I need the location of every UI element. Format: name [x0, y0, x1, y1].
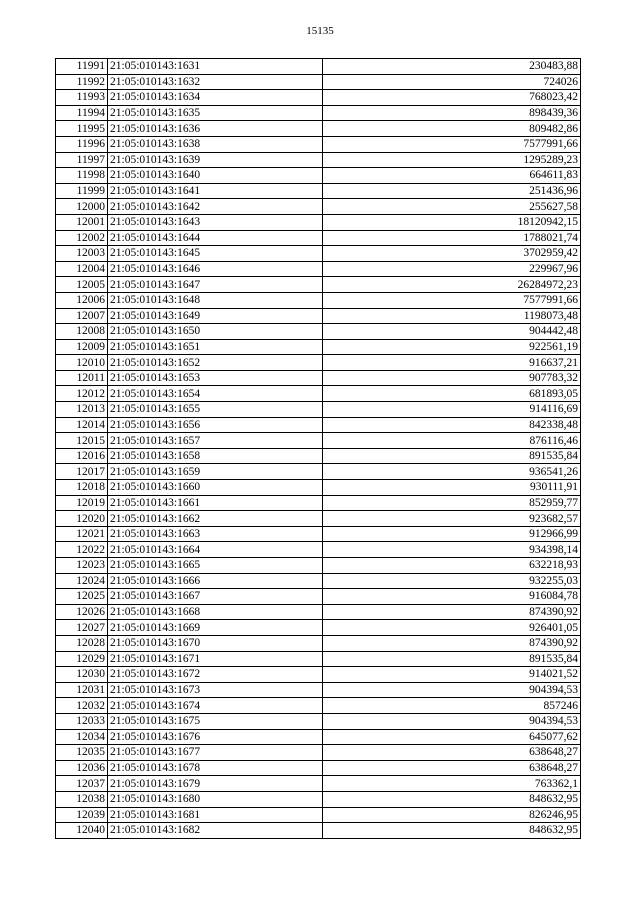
cadastral-value: 891535,84 [323, 448, 581, 464]
row-number: 12021 [56, 526, 108, 542]
row-number: 12019 [56, 495, 108, 511]
row-number: 12017 [56, 464, 108, 480]
row-number: 12035 [56, 745, 108, 761]
cadastral-number: 21:05:010143:1679 [108, 776, 323, 792]
page-number: 15135 [306, 25, 334, 37]
cadastral-value: 912966,99 [323, 526, 581, 542]
cadastral-number: 21:05:010143:1646 [108, 261, 323, 277]
cadastral-value: 904442,48 [323, 324, 581, 340]
cadastral-value: 3702959,42 [323, 246, 581, 262]
cadastral-value-table [55, 58, 581, 839]
table-row [56, 448, 581, 464]
table-row [56, 324, 581, 340]
row-number: 11997 [56, 152, 108, 168]
table-row [56, 791, 581, 807]
cadastral-value: 7577991,66 [323, 136, 581, 152]
cadastral-number: 21:05:010143:1675 [108, 713, 323, 729]
cadastral-number: 21:05:010143:1649 [108, 308, 323, 324]
row-number: 12036 [56, 760, 108, 776]
table-row [56, 667, 581, 683]
cadastral-value: 809482,86 [323, 121, 581, 137]
row-number: 12025 [56, 589, 108, 605]
row-number: 12026 [56, 604, 108, 620]
table-row [56, 480, 581, 496]
table-row [56, 370, 581, 386]
cadastral-number: 21:05:010143:1638 [108, 136, 323, 152]
cadastral-number: 21:05:010143:1662 [108, 511, 323, 527]
table-row [56, 651, 581, 667]
row-number: 12031 [56, 682, 108, 698]
row-number: 12023 [56, 558, 108, 574]
cadastral-value: 26284972,23 [323, 277, 581, 293]
row-number: 11996 [56, 136, 108, 152]
cadastral-value: 934398,14 [323, 542, 581, 558]
table-row [56, 604, 581, 620]
cadastral-number: 21:05:010143:1660 [108, 480, 323, 496]
cadastral-number: 21:05:010143:1656 [108, 417, 323, 433]
row-number: 11995 [56, 121, 108, 137]
cadastral-value: 7577991,66 [323, 292, 581, 308]
cadastral-number: 21:05:010143:1680 [108, 791, 323, 807]
cadastral-value: 922561,19 [323, 339, 581, 355]
row-number: 12029 [56, 651, 108, 667]
cadastral-number: 21:05:010143:1670 [108, 635, 323, 651]
table-row [56, 121, 581, 137]
cadastral-number: 21:05:010143:1651 [108, 339, 323, 355]
cadastral-number: 21:05:010143:1631 [108, 59, 323, 75]
table-row [56, 230, 581, 246]
table-row [56, 573, 581, 589]
cadastral-number: 21:05:010143:1668 [108, 604, 323, 620]
cadastral-value: 681893,05 [323, 386, 581, 402]
table-row [56, 464, 581, 480]
cadastral-number: 21:05:010143:1645 [108, 246, 323, 262]
cadastral-value: 857246 [323, 698, 581, 714]
table-row [56, 90, 581, 106]
row-number: 11993 [56, 90, 108, 106]
row-number: 12032 [56, 698, 108, 714]
cadastral-value: 1295289,23 [323, 152, 581, 168]
cadastral-value: 826246,95 [323, 807, 581, 823]
row-number: 12000 [56, 199, 108, 215]
table-row [56, 589, 581, 605]
table-row [56, 152, 581, 168]
table-row [56, 745, 581, 761]
table-row [56, 511, 581, 527]
cadastral-value: 251436,96 [323, 183, 581, 199]
table-row [56, 277, 581, 293]
table-row [56, 558, 581, 574]
cadastral-number: 21:05:010143:1635 [108, 105, 323, 121]
cadastral-value: 926401,05 [323, 620, 581, 636]
row-number: 12018 [56, 480, 108, 496]
cadastral-value: 932255,03 [323, 573, 581, 589]
row-number: 12020 [56, 511, 108, 527]
table-row [56, 339, 581, 355]
row-number: 12027 [56, 620, 108, 636]
cadastral-value: 848632,95 [323, 791, 581, 807]
cadastral-number: 21:05:010143:1682 [108, 823, 323, 839]
cadastral-number: 21:05:010143:1644 [108, 230, 323, 246]
cadastral-number: 21:05:010143:1676 [108, 729, 323, 745]
row-number: 12013 [56, 402, 108, 418]
table-row [56, 199, 581, 215]
table-row [56, 292, 581, 308]
cadastral-number: 21:05:010143:1658 [108, 448, 323, 464]
cadastral-number: 21:05:010143:1672 [108, 667, 323, 683]
table-row [56, 698, 581, 714]
cadastral-number: 21:05:010143:1641 [108, 183, 323, 199]
cadastral-value: 898439,36 [323, 105, 581, 121]
row-number: 12022 [56, 542, 108, 558]
table-row [56, 807, 581, 823]
row-number: 12009 [56, 339, 108, 355]
cadastral-number: 21:05:010143:1639 [108, 152, 323, 168]
cadastral-value: 255627,58 [323, 199, 581, 215]
cadastral-number: 21:05:010143:1661 [108, 495, 323, 511]
cadastral-number: 21:05:010143:1642 [108, 199, 323, 215]
cadastral-number: 21:05:010143:1664 [108, 542, 323, 558]
cadastral-number: 21:05:010143:1636 [108, 121, 323, 137]
cadastral-value: 923682,57 [323, 511, 581, 527]
cadastral-value: 1788021,74 [323, 230, 581, 246]
table-row [56, 729, 581, 745]
cadastral-value: 876116,46 [323, 433, 581, 449]
table-row [56, 214, 581, 230]
cadastral-value: 842338,48 [323, 417, 581, 433]
table-row [56, 261, 581, 277]
cadastral-value: 768023,42 [323, 90, 581, 106]
cadastral-number: 21:05:010143:1632 [108, 74, 323, 90]
row-number: 12014 [56, 417, 108, 433]
cadastral-value: 904394,53 [323, 713, 581, 729]
cadastral-number: 21:05:010143:1663 [108, 526, 323, 542]
cadastral-value: 229967,96 [323, 261, 581, 277]
row-number: 12011 [56, 370, 108, 386]
cadastral-value: 852959,77 [323, 495, 581, 511]
row-number: 12006 [56, 292, 108, 308]
row-number: 12028 [56, 635, 108, 651]
table-row [56, 760, 581, 776]
cadastral-value: 1198073,48 [323, 308, 581, 324]
cadastral-value: 914116,69 [323, 402, 581, 418]
row-number: 12005 [56, 277, 108, 293]
row-number: 12001 [56, 214, 108, 230]
cadastral-value: 638648,27 [323, 745, 581, 761]
row-number: 12010 [56, 355, 108, 371]
table-row [56, 136, 581, 152]
row-number: 12037 [56, 776, 108, 792]
cadastral-number: 21:05:010143:1665 [108, 558, 323, 574]
row-number: 11994 [56, 105, 108, 121]
table-row [56, 433, 581, 449]
row-number: 12012 [56, 386, 108, 402]
table-row [56, 635, 581, 651]
row-number: 12016 [56, 448, 108, 464]
cadastral-number: 21:05:010143:1681 [108, 807, 323, 823]
cadastral-value: 230483,88 [323, 59, 581, 75]
cadastral-value: 848632,95 [323, 823, 581, 839]
cadastral-number: 21:05:010143:1650 [108, 324, 323, 340]
table-row [56, 713, 581, 729]
row-number: 11999 [56, 183, 108, 199]
cadastral-number: 21:05:010143:1640 [108, 168, 323, 184]
cadastral-value: 638648,27 [323, 760, 581, 776]
cadastral-value: 936541,26 [323, 464, 581, 480]
cadastral-value: 907783,32 [323, 370, 581, 386]
table-row [56, 620, 581, 636]
cadastral-number: 21:05:010143:1654 [108, 386, 323, 402]
row-number: 11998 [56, 168, 108, 184]
cadastral-value: 891535,84 [323, 651, 581, 667]
table-row [56, 74, 581, 90]
cadastral-number: 21:05:010143:1674 [108, 698, 323, 714]
cadastral-number: 21:05:010143:1643 [108, 214, 323, 230]
table-row [56, 183, 581, 199]
table-row [56, 168, 581, 184]
table-row [56, 776, 581, 792]
cadastral-number: 21:05:010143:1667 [108, 589, 323, 605]
cadastral-number: 21:05:010143:1655 [108, 402, 323, 418]
cadastral-number: 21:05:010143:1652 [108, 355, 323, 371]
row-number: 12030 [56, 667, 108, 683]
row-number: 12002 [56, 230, 108, 246]
cadastral-value: 645077,62 [323, 729, 581, 745]
cadastral-number: 21:05:010143:1678 [108, 760, 323, 776]
row-number: 12004 [56, 261, 108, 277]
cadastral-value: 914021,52 [323, 667, 581, 683]
cadastral-value: 664611,83 [323, 168, 581, 184]
table-row [56, 542, 581, 558]
cadastral-value: 904394,53 [323, 682, 581, 698]
cadastral-value: 930111,91 [323, 480, 581, 496]
table-row [56, 823, 581, 839]
cadastral-value: 632218,93 [323, 558, 581, 574]
table-row [56, 495, 581, 511]
row-number: 12015 [56, 433, 108, 449]
table-row [56, 308, 581, 324]
row-number: 12008 [56, 324, 108, 340]
row-number: 12033 [56, 713, 108, 729]
table-body [56, 59, 581, 839]
cadastral-number: 21:05:010143:1677 [108, 745, 323, 761]
table-row [56, 402, 581, 418]
cadastral-value: 18120942,15 [323, 214, 581, 230]
cadastral-number: 21:05:010143:1657 [108, 433, 323, 449]
table-row [56, 386, 581, 402]
cadastral-number: 21:05:010143:1671 [108, 651, 323, 667]
table-row [56, 59, 581, 75]
cadastral-value: 916084,78 [323, 589, 581, 605]
cadastral-value: 874390,92 [323, 604, 581, 620]
cadastral-number: 21:05:010143:1669 [108, 620, 323, 636]
row-number: 12040 [56, 823, 108, 839]
row-number: 12038 [56, 791, 108, 807]
cadastral-value: 874390,92 [323, 635, 581, 651]
cadastral-value: 916637,21 [323, 355, 581, 371]
cadastral-number: 21:05:010143:1647 [108, 277, 323, 293]
row-number: 11991 [56, 59, 108, 75]
table-row [56, 682, 581, 698]
cadastral-value: 763362,1 [323, 776, 581, 792]
table-row [56, 105, 581, 121]
table-row [56, 526, 581, 542]
cadastral-number: 21:05:010143:1673 [108, 682, 323, 698]
cadastral-number: 21:05:010143:1666 [108, 573, 323, 589]
row-number: 12034 [56, 729, 108, 745]
cadastral-number: 21:05:010143:1653 [108, 370, 323, 386]
row-number: 12003 [56, 246, 108, 262]
cadastral-number: 21:05:010143:1634 [108, 90, 323, 106]
cadastral-number: 21:05:010143:1648 [108, 292, 323, 308]
row-number: 12024 [56, 573, 108, 589]
table-row [56, 246, 581, 262]
row-number: 11992 [56, 74, 108, 90]
cadastral-number: 21:05:010143:1659 [108, 464, 323, 480]
table-row [56, 355, 581, 371]
cadastral-value: 724026 [323, 74, 581, 90]
table-row [56, 417, 581, 433]
row-number: 12007 [56, 308, 108, 324]
row-number: 12039 [56, 807, 108, 823]
